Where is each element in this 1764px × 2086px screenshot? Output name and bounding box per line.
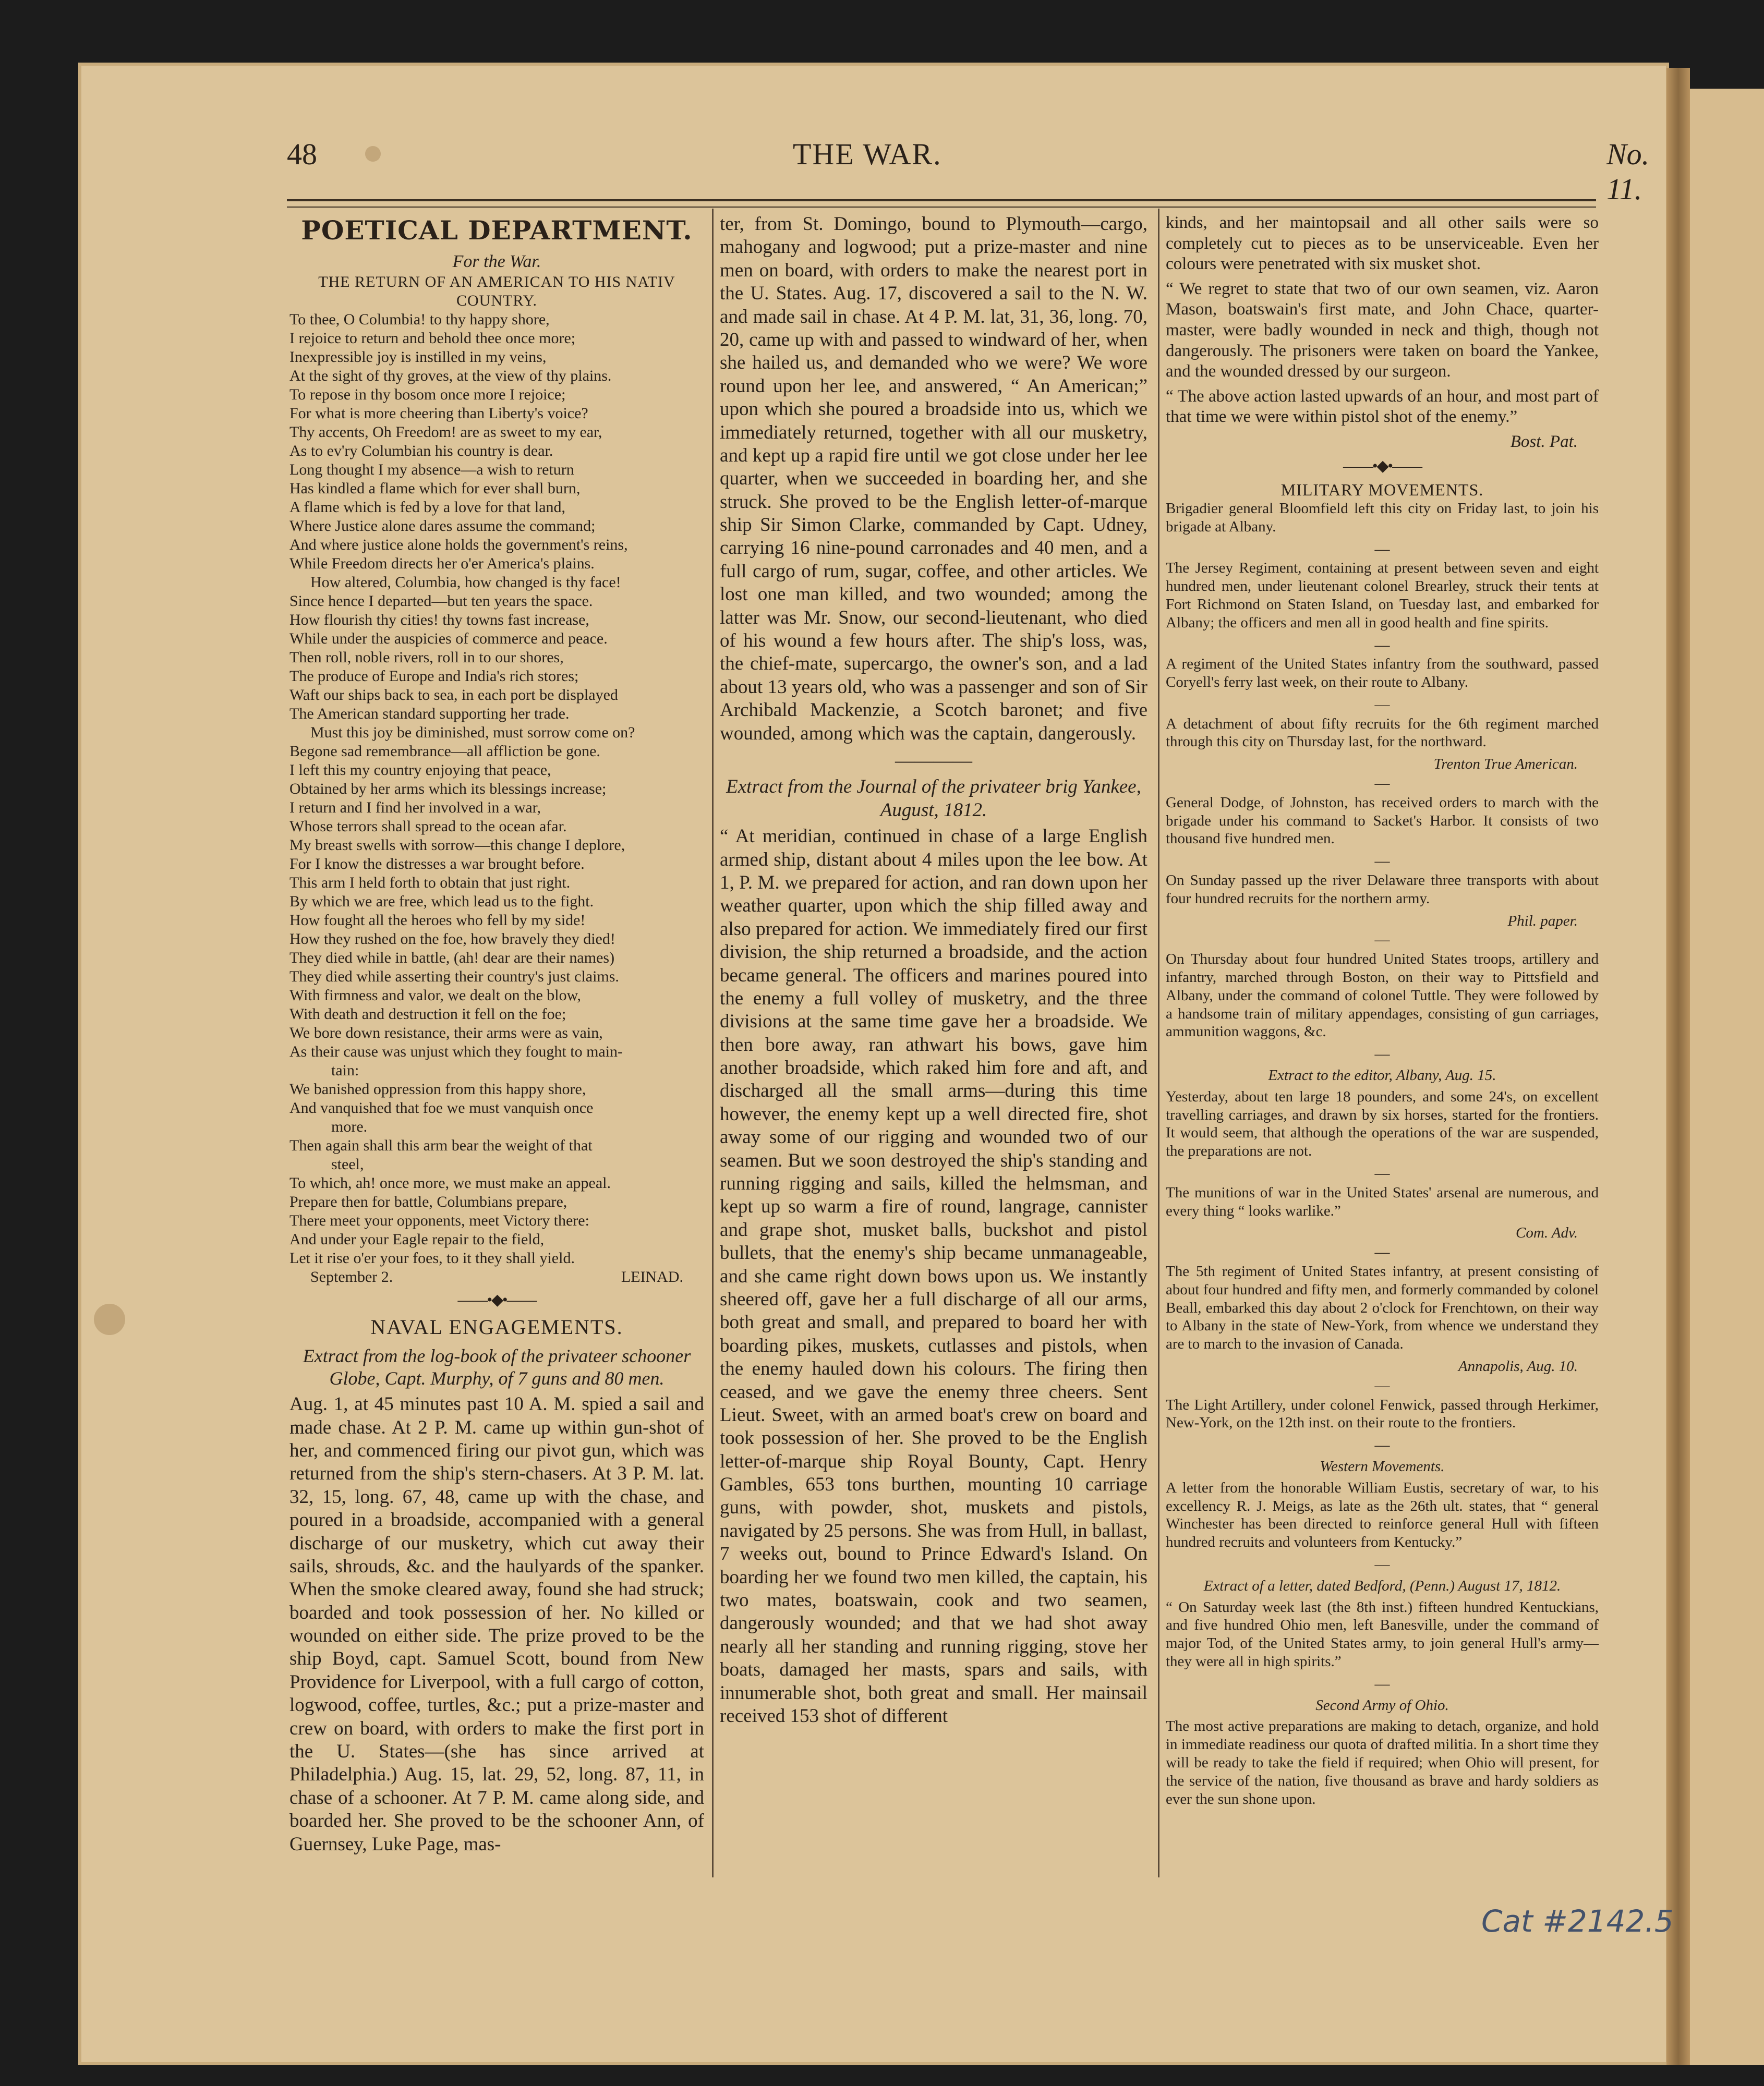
ornament: ——•◆•—— <box>1343 457 1422 475</box>
naval-heading: NAVAL ENGAGEMENTS. <box>370 1315 623 1339</box>
item-separator: — <box>1374 1046 1390 1063</box>
poem-date: September 2. <box>310 1268 393 1285</box>
source-credit: Annapolis, Aug. 10. <box>1458 1357 1578 1375</box>
poem-line: steel, <box>331 1155 364 1173</box>
poem-line: To repose in thy bosom once more I rejoice; <box>289 385 566 403</box>
article-paragraph: Aug. 1, at 45 minutes past 10 A. M. spied a sail and made chase. At 2 P. M. came up within gun-shot of her, and commenced firing our pivot gun, which was returned from the ship's stern-chasers. At 3 P. M. lat. 32, 15, long. 67, 48, came up with the chase, and poured in a broadside, accompanied with a general discharge of our musketry, which cut away their sails, shrouds, &c. and the haulyards of the spanker. When the smoke cleared away, found she had struck; boarded and took possession of her. No killed or wounded on either side. The prize proved to be the ship Boyd, capt. Samuel Scott, bound from New Providence for Liverpool, with a full cargo of cotton, logwood, coffee, turtles, &c.; put a prize-master and crew on board, with orders to make the first port in the U. States—(she has since arrived at Philadelphia.) Aug. 15, lat. 29, 52, long. 87, 11, in chase of a schooner. At 7 P. M. came along side, and boarded her. She proved to be the schooner Ann, of Guernsey, Luke Page, mas- <box>289 1393 704 1855</box>
item-heading: Extract to the editor, Albany, Aug. 15. <box>1268 1067 1496 1084</box>
item-separator: — <box>1374 696 1390 713</box>
poem-line: How they rushed on the foe, how bravely they died! <box>289 930 615 948</box>
item-separator: — <box>1374 853 1390 870</box>
poem-line: As their cause was unjust which they fought to main- <box>289 1042 623 1060</box>
poem-body <box>289 310 704 1268</box>
military-movements <box>1166 500 1599 1808</box>
poem-line: My breast swells with sorrow—this change I deplore, <box>289 836 625 854</box>
item-separator: — <box>1374 931 1390 949</box>
journal-heading: Extract from the Journal of the privateer brig Yankee, August, 1812. <box>726 776 1141 821</box>
poem-line: The produce of Europe and India's rich stores; <box>289 667 579 685</box>
news-item: Brigadier general Bloomfield left this city on Friday last, to join his brigade at Albany. <box>1166 500 1599 535</box>
naval-article <box>289 1393 704 1856</box>
poem-line: Then roll, noble rivers, roll in to our shores, <box>289 648 564 666</box>
poem-line: How altered, Columbia, how changed is thy face! <box>310 573 621 591</box>
article-paragraph: “ We regret to state that two of our own seamen, viz. Aaron Mason, boatswain's first mate, and John Chace, quarter-master, were badly wounded in neck and thigh, though not dangerously. The prisoners were taken on board the Yankee, and the wounded dressed by our surgeon. <box>1166 279 1599 381</box>
item-separator: — <box>1374 636 1390 653</box>
poem-line: To which, ah! once more, we must make an appeal. <box>289 1174 611 1192</box>
poem-line: I return and I find her involved in a war, <box>289 798 541 816</box>
news-item: “ On Saturday week last (the 8th inst.) fifteen hundred Kentuckians, and five hundred Ohio men, left Banesville, under the command of major Tod, of the United States army, to join general Hull's army—they were all in high spirits.” <box>1166 1598 1599 1670</box>
article-paragraph: ter, from St. Domingo, bound to Plymouth—cargo, mahogany and logwood; put a prize-master and nine men on board, with orders to make the nearest port in the U. States. Aug. 17, discovered a sail to the N. W. and made sail in chase. At 4 P. M. lat, 31, 36, long. 70, 20, came up with and passed to windward of her, when she hailed us, and demanded who we were? We wore round upon her lee, and answered, “ An American;” upon which she poured a broadside into us, which we immediately returned, together with all our musketry, and kept up a rapid fire until we got close under her lee quarter, when we succeeded in boarding her, and she struck. She proved to be the English letter-of-marque ship Sir Simon Clarke, commanded by Capt. Udney, carrying 16 nine-pound carronades and 40 men, and a full cargo of rum, sugar, coffee, and other articles. We lost one man killed, and two wounded; among the latter was Mr. Snow, our second-lieutenant, who died of his wound a few hours after. The ship's loss, was, the chief-mate, supercargo, the owner's son, and a lad about 13 years old, who was a passenger and son of Sir Archibald Mackenzie, a Scotch baronet; and five wounded, among which was the captain, dangerously. <box>720 213 1147 744</box>
poem-line: Inexpressible joy is instilled in my veins, <box>289 348 547 366</box>
news-item: A detachment of about fifty recruits for the 6th regiment marched through this city on Thursday last, for the northward. <box>1166 715 1599 750</box>
article-paragraph: “ The above action lasted upwards of an hour, and most part of that time we were within pistol shot of the enemy.” <box>1166 386 1599 427</box>
military-heading: MILITARY MOVEMENTS. <box>1280 480 1484 499</box>
item-separator: — <box>1374 1437 1390 1454</box>
news-item: General Dodge, of Johnston, has received orders to march with the brigade under his command to Sacket's Harbor. It consists of two thousand five hundred men. <box>1166 794 1599 847</box>
poem-author: LEINAD. <box>621 1268 683 1285</box>
source-credit: Trenton True American. <box>1433 756 1578 773</box>
poem-line: Thy accents, Oh Freedom! are as sweet to my ear, <box>289 423 602 441</box>
poem-line: This arm I held forth to obtain that just right. <box>289 874 571 891</box>
item-heading: Second Army of Ohio. <box>1315 1696 1449 1714</box>
source-credit: Com. Adv. <box>1516 1224 1578 1242</box>
item-heading: Extract of a letter, dated Bedford, (Penn.) August 17, 1812. <box>1203 1577 1561 1594</box>
poem-line: I rejoice to return and behold thee once more; <box>289 329 576 347</box>
page-number: 48 <box>287 137 317 171</box>
news-item: A letter from the honorable William Eustis, secretary of war, to his excellency R. J. Meigs, as late as the 26th ult. states, that “ general Winchester has been directed to reinforce general Hull with fifteen hundred recruits and volunteers from Kentucky.” <box>1166 1479 1599 1551</box>
article-paragraph: kinds, and her maintopsail and all other sails were so completely cut to pieces as to be unserviceable. Even her colours were penetrated with six musket shot. <box>1166 213 1599 274</box>
poem-line: How fought all the heroes who fell by my side! <box>289 911 586 929</box>
poem-line: They died while asserting their country's just claims. <box>289 967 619 985</box>
poem-line: I left this my country enjoying that peace, <box>289 761 551 779</box>
facing-page-edge <box>1690 89 1764 2065</box>
poem-line: They died while in battle, (ah! dear are their names) <box>289 949 615 966</box>
issue-number: No. 11. <box>1606 137 1650 206</box>
news-item: The Light Artillery, under colonel Fenwick, passed through Herkimer, New-York, on the 12th inst. on their route to the frontiers. <box>1166 1396 1599 1432</box>
poem-line: Since hence I departed—but ten years the space. <box>289 592 593 610</box>
poem-line: With death and destruction it fell on the foe; <box>289 1005 566 1023</box>
item-heading: Western Movements. <box>1320 1458 1445 1475</box>
source-credit: Bost. Pat. <box>1510 432 1578 451</box>
poem-line: We bore down resistance, their arms were as vain, <box>289 1024 603 1041</box>
news-item: The most active preparations are making to detach, organize, and hold in immediate readiness our quota of drafted militia. In a short time they will be ready to take the field if required; when Ohio will present, for the service of the nation, five thousand as brave and hardy soldiers as ever the sun shone upon. <box>1166 1718 1599 1808</box>
poem-line: Where Justice alone dares assume the command; <box>289 517 596 535</box>
poem-line: tain: <box>331 1061 359 1079</box>
poem-line: Then again shall this arm bear the weight of that <box>289 1136 593 1154</box>
poem-line: For I know the distresses a war brought before. <box>289 855 585 872</box>
article-paragraph: “ At meridian, continued in chase of a large English armed ship, distant about 4 miles upon the lee bow. At 1, P. M. we prepared for action, and ran down upon her weather quarter, upon which the ship filled away and also prepared for action. We immediately fired our first division, the ship returned a broadside, and the action became general. The officers and marines poured into the enemy a full volley of musketry, and the three divisions at the same time gave her a broadside. We then bore away, ran athwart his bows, gave him another broadside, which raked him fore and aft, and discharged all the small arms—during this time however, the enemy kept up a well directed fire, shot away some of our rigging and wounded two of our seamen. But we soon destroyed the ship's standing and running rigging and sails, killed the helmsman, and kept up so warm a fire of round, langrage, cannister and grape shot, musket balls, buckshot and pistol bullets, that the enemy's ship became unmanageable, and she came right down bows upon us. We instantly sheered off, gave her a full discharge of all our arms, both great and small, and prepared to board her with boarding pikes, muskets, cutlasses and pistols, when the enemy hauled down his colours. The firing then ceased, and we gave the enemy three cheers. Sent Lieut. Sweet, with an armed boat's crew on board and took possession of her. She proved to be the English letter-of-marque ship Royal Bounty, Capt. Henry Gambles, 653 tons burthen, mounting 10 carriage guns, with powder, shot, muskets and pistols, navigated by 25 persons. She was from Hull, in ballast, 7 weeks out, bound to Prince Edward's Island. On boarding her we found two men killed, the captain, his two mates, boatswain, cook and two seamen, dangerously wounded; and that we had shot away nearly all her standing and running rigging, stove her boats, damaged her masts, spars and sails, with innumerable shot, both great and small. Her mainsail received 153 shot of different <box>720 826 1147 1727</box>
poem-line: And vanquished that foe we must vanquish once <box>289 1099 594 1117</box>
news-item: The munitions of war in the United States' arsenal are numerous, and every thing “ looks warlike.” <box>1166 1184 1599 1219</box>
news-item: A regiment of the United States infantry from the southward, passed Coryell's ferry last week, on their route to Albany. <box>1166 656 1599 691</box>
poem-line: And under your Eagle repair to the field, <box>289 1230 545 1248</box>
running-header <box>209 137 1650 206</box>
news-item: On Sunday passed up the river Delaware three transports with about four hundred recruits for the northern army. <box>1166 872 1599 907</box>
header-rule <box>287 199 1596 208</box>
poem-line: Waft our ships back to sea, in each port be displayed <box>289 686 618 704</box>
item-separator: — <box>1374 1244 1390 1261</box>
naval-subheading: Extract from the log-book of the privateer schooner Globe, Capt. Murphy, of 7 guns and 80 men. <box>303 1345 691 1389</box>
item-separator: — <box>1374 775 1390 792</box>
poem-line: At the sight of thy groves, at the view of thy plains. <box>289 367 612 384</box>
poem-line: To thee, O Columbia! to thy happy shore, <box>289 310 550 328</box>
poem-title: THE RETURN OF AN AMERICAN TO HIS NATIV COUNTRY. <box>318 273 675 309</box>
naval-article-continued <box>720 213 1147 745</box>
poem-line: With firmness and valor, we dealt on the blow, <box>289 986 581 1004</box>
column-2 <box>720 213 1147 1732</box>
poem-line: The American standard supporting her trade. <box>289 705 570 722</box>
catalog-annotation: Cat #2142.5 <box>1481 1903 1674 1939</box>
poem-signature <box>289 1268 704 1287</box>
poem-line: For what is more cheering than Liberty's voice? <box>289 404 588 422</box>
section-heading: POETICAL DEPARTMENT. <box>301 215 693 246</box>
ornament: ——•◆•—— <box>457 1291 536 1308</box>
poem-line: Whose terrors shall spread to the ocean afar. <box>289 817 567 835</box>
poem-line: Has kindled a flame which for ever shall burn, <box>289 479 581 497</box>
poem-line: There meet your opponents, meet Victory there: <box>289 1211 589 1229</box>
item-separator: — <box>1374 1675 1390 1692</box>
item-separator: — <box>1374 540 1390 557</box>
stain <box>365 146 381 162</box>
column-divider <box>712 209 714 1877</box>
poem-line: Must this joy be diminished, must sorrow come on? <box>310 723 635 741</box>
poem-dedication: For the War. <box>452 252 541 271</box>
poem-line: While under the auspicies of commerce and peace. <box>289 629 608 647</box>
item-separator: — <box>1374 1556 1390 1573</box>
page-fold <box>1666 68 1690 2065</box>
journal-article <box>720 825 1147 1728</box>
poem-line: A flame which is fed by a love for that land, <box>289 498 566 516</box>
poem-line: Prepare then for battle, Columbians prepare, <box>289 1193 567 1210</box>
source-credit: Phil. paper. <box>1507 912 1578 929</box>
poem-line: Long thought I my absence—a wish to return <box>289 460 574 478</box>
poem-line: As to ev'ry Columbian his country is dear. <box>289 442 553 459</box>
column-divider <box>1158 209 1159 1877</box>
running-title: THE WAR. <box>793 137 942 171</box>
poem-line: more. <box>331 1118 368 1135</box>
column-1 <box>289 213 704 1860</box>
news-item: The Jersey Regiment, containing at present between seven and eight hundred men, under lieutenant colonel Brearley, struck their tents at Fort Richmond on Staten Island, on Tuesday last, and embarked for Albany; the officers and men all in good health and fine spirits. <box>1166 560 1599 631</box>
poem-line: Obtained by her arms which its blessings increase; <box>289 780 607 797</box>
poem-line: We banished oppression from this happy shore, <box>289 1080 586 1098</box>
poem-line: Let it rise o'er your foes, to it they shall yield. <box>289 1249 575 1267</box>
item-separator: — <box>1374 1165 1390 1182</box>
poem-line: While Freedom directs her o'er America's plains. <box>289 554 595 572</box>
item-separator: — <box>1374 1377 1390 1394</box>
news-item: On Thursday about four hundred United States troops, artillery and infantry, marched through Boston, on their way to Pittsfield and Albany, under the command of colonel Tuttle. They were followed by a handsome train of military appendages, consisting of gun carriages, ammunition waggons, &c. <box>1166 951 1599 1040</box>
divider: ———— <box>895 749 972 771</box>
poem-line: By which we are free, which lead us to the fight. <box>289 892 594 910</box>
poem-line: And where justice alone holds the government's reins, <box>289 536 628 553</box>
stain <box>94 1304 125 1335</box>
poem-line: Begone sad remembrance—all affliction be gone. <box>289 742 600 760</box>
news-item: The 5th regiment of United States infantry, at present consisting of about four hundred and fifty men, and formerly commanded by colonel Beall, embarked this day about 2 o'clock for Frenchtown, on their way to Albany in the state of New-York, from whence we understand they are to march to the invasion of Canada. <box>1166 1263 1599 1353</box>
news-item: Yesterday, about ten large 18 pounders, and some 24's, on excellent travelling carriages, and drawn by six horses, started for the frontiers. It would seem, that although the operations of the war are suspended, the preparations are not. <box>1166 1088 1599 1160</box>
poem-line: How flourish thy cities! thy towns fast increase, <box>289 611 589 628</box>
column-3 <box>1166 213 1599 1812</box>
naval-article-end <box>1166 213 1599 453</box>
